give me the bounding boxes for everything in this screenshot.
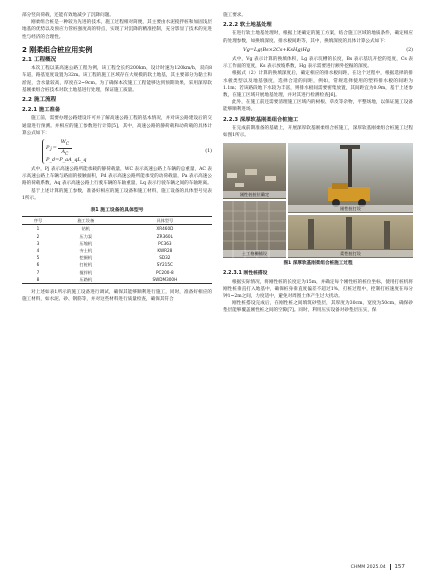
table-cell: XR460D — [156, 226, 174, 232]
table-cell: 5 — [36, 255, 40, 261]
eq1-line-2: P_d=P_aA_qL_q — [46, 157, 87, 164]
section-2-2-2-paragraph: 在进行软土地基处理时，根据上述确定的施工方案，结合施工区域的地质条件，确定相应的处理参数，如换填深度、排水板间距等，其中，换填深度的具体计算公式如下： — [223, 31, 413, 44]
intro-paragraph: 部分竖向荷载，还能有效地减少了沉降问题。 — [22, 13, 114, 18]
page-number: 157 — [394, 564, 405, 570]
table-cell: 压力泵 — [79, 233, 93, 239]
intro-paragraph-2: 刚柔组合桩是一种较为先进的技术，施工过程相对简便，其主要由水泥搅拌桩和加固浅层地基的优势以及预应力管桩强度高的特点，实现了对沉降的精准控制，充分影显了技术的先进性与经济的合理性。 — [22, 20, 212, 40]
equation-1-definitions: 式中，Pj 表示高速公路所能承载的静荷载量，WC 表示高速公路上车辆的总重量，AC 表示高速公路上车辆与路面的接触面积，Pd 表示高速公路所能承受的动荷载量，Pa 表示高速公路的荷载系数，Aq 表示高速公路上行驶车辆的车轴重量，Lq 表示行驶车辆之间的车轴距离。 — [22, 167, 212, 187]
photo-label: 刚性桩桩位确定 — [223, 191, 286, 198]
journal-label: CHMM 2025.04 — [350, 564, 386, 570]
equation-1-number: (1) — [205, 148, 212, 154]
eq1-denominator-sub: C — [65, 151, 69, 157]
table-header-cell: 施工设备 — [77, 218, 95, 224]
section-2-1-paragraph: 本次工程以某高速公路工程为例，该工程全长约200km，设计时速为120km/h，双向8车道，路基宽度设置为32m。该工程的施工区域存在大规模的软土地基，其主要部分为黏土和淤泥，含水量较高，厚度在2~9cm。为了确保本次施工工程能够达到预期效果，采用深厚软基刚柔组合桩技术对软土地基进行处理，保证施工质量。 — [22, 66, 212, 93]
table-cell: 打桩机 — [79, 262, 93, 268]
section-2-2-2-heading: 2.2.2 软土地基处理 — [223, 22, 272, 29]
table-cell: 6 — [36, 262, 40, 268]
left-column — [22, 12, 212, 304]
eq1-denominator: A — [61, 149, 66, 156]
table-row — [22, 247, 212, 254]
footer-divider — [390, 564, 391, 570]
table-cell: 3 — [36, 240, 40, 246]
photo-label: 刚性桩打设 — [288, 205, 413, 212]
equation-2 — [223, 47, 413, 54]
photo-flexible-pile — [288, 215, 413, 258]
photo-pile-position — [223, 143, 286, 199]
equation-2-after: 根据式（2）计算的换填深度后，确定相应的排水板间距，在这个过程中，根据选择的排水板类型以及地基强度，选择合适的间距，例如，常规选择使用的塑料排水板的间距为1.1m；若该路段地下水较为丰富，则排水板间需要密集放置，其间距宜为0.9m，基于上述参数，在施工区域开展地基处理，并对其进行检测检查[6]。 — [223, 71, 413, 99]
table-cell: PC200-8 — [156, 269, 174, 275]
table-cell: PC363 — [158, 240, 172, 246]
right-top-paragraph: 施工要求。 — [223, 13, 246, 18]
table-cell: SD32 — [159, 255, 171, 261]
table-header-cell: 序号 — [33, 218, 43, 224]
section-2-2-3-paragraph: 在完成前期准备的基础上，开展深厚软基刚柔组合桩施工，深厚软基刚柔组合桩施工过程如图1所示。 — [223, 125, 413, 139]
table-header-row — [22, 217, 212, 225]
right-column — [223, 12, 413, 315]
table-cell: 7 — [36, 269, 40, 275]
table-cell: KWR28 — [157, 248, 173, 254]
equation-2-after-2: 此外，在施工前还需要清理施工区域内的树根、草皮等杂物，平整场地，以保证施工设备能够顺利进场。 — [223, 100, 413, 113]
eq1-fraction — [58, 139, 72, 157]
equation-2-number: (2) — [406, 47, 413, 53]
figure-1-caption: 图1 深厚软基刚柔组合桩施工过程 — [283, 261, 353, 267]
section-2-2-heading: 2.2 施工流程 — [22, 97, 57, 104]
table-row — [22, 261, 212, 268]
table-cell: SY215C — [156, 262, 173, 268]
eq1-lhs: P — [46, 144, 50, 151]
table-row — [22, 269, 212, 276]
photo-label: 柔性桩打设 — [288, 250, 413, 257]
section-2-2-3-1-paragraph: 根据实际情况，将刚性桩的长度定为15m，并确定每个刚性桩的桩位坐标，使用打桩机将刚性桩垂直打入地基中，确保桩身垂直度偏差不超过1%，打桩过程中，控制打桩速度在每分钟1~2m之间，力度适中，避免对周围土体产生过大扰动。 — [223, 279, 413, 300]
table-row — [22, 276, 212, 284]
table-cell: 2 — [36, 233, 40, 239]
table-row — [22, 233, 212, 240]
table-row — [22, 240, 212, 247]
table-cell: SWDM300H — [152, 276, 178, 282]
eq1-lhs-sub: j — [50, 145, 52, 151]
eq1-numerator: W — [60, 139, 66, 146]
table-cell: 夯土机 — [79, 248, 93, 254]
table-header-cell: 具体型号 — [156, 218, 174, 224]
eq1-numerator-sub: C — [65, 141, 70, 147]
after-table-paragraph: 对上述如表1所示的施工设备进行调试，确保其能够顺利进行施工，同时，准备好相应的施工材料，如水泥、砂、钢筋等，并对这些材料进行质量检查，确保其符合 — [22, 290, 212, 303]
equipment-table — [22, 216, 212, 284]
table-cell: ZR360L — [156, 233, 173, 239]
section-2-2-3-heading: 2.2.3 深厚软基刚柔组合桩施工 — [223, 116, 299, 123]
equation-1 — [22, 139, 212, 164]
table-row — [22, 254, 212, 261]
section-2-2-3-1-paragraph-2: 刚性桩搭设完成后，在刚性桩之间填筑砂垫层，其厚度为30cm，宽度为50cm，确保砂垫层能够覆盖刚性桩之间的空隙[7]。同时，利用压实设备对砂垫层压实，保 — [223, 301, 413, 314]
equation-1-formula: P j = $\frac{W_C}{A_C}$ P_d=P_aA_qL_q — [42, 139, 86, 164]
table-cell: 压路机 — [79, 276, 93, 282]
section-2-2-1-paragraph: 施工前，需要办理公路建设许可并了解高速公路工程的基本情况，并对该公路建设后的交通量进行预测。并相应的施工参数进行计算[5]，其中，高速公路的静荷载和动荷载的具体计算公式如下： — [22, 116, 212, 136]
photo-label: 土工格栅铺设 — [223, 250, 286, 257]
photo-geogrid-laying — [223, 201, 286, 258]
section-2-2-1-heading: 2.2.1 施工准备 — [22, 107, 61, 114]
table-1-title: 表1 施工设备的具体型号 — [90, 208, 144, 214]
table-cell: 钻机 — [81, 226, 90, 232]
table-cell: 挖掘机 — [79, 255, 93, 261]
section-2-2-3-1-heading: 2.2.3.1 刚性桩搭设 — [223, 271, 268, 277]
table-cell: 1 — [36, 226, 40, 232]
table-row — [22, 225, 212, 233]
equation-2-definitions: 式中，Vg 表示计算的换填体积，Lg 表示坑槽的长度，Bs 表示基坑开挖的宽度，Cs 表示工作面的宽度，Ks 表示放坡系数，Hg 表示需要进行额外挖掘的深度。 — [223, 57, 413, 70]
table-cell: 4 — [36, 248, 40, 254]
construction-photo-grid — [223, 143, 413, 258]
photo-pile-driving — [288, 143, 413, 213]
section-2-1-heading: 2.1 工程概况 — [22, 57, 57, 64]
section-2-heading: 2 刚柔组合桩应用实例 — [22, 45, 93, 54]
table-cell: 压缩机 — [79, 240, 93, 246]
equation-2-formula: Vg=Lg(Bs×2Cs+KsHg)Hg — [243, 46, 311, 53]
table-cell: 搅拌机 — [79, 269, 93, 275]
page-footer — [351, 564, 405, 570]
equation-1-after: 基于上述计算的施工参数，准备好相应的施工设备和施工材料，施工设备的具体型号见表1所示。 — [22, 188, 212, 201]
table-cell: 8 — [36, 276, 40, 282]
